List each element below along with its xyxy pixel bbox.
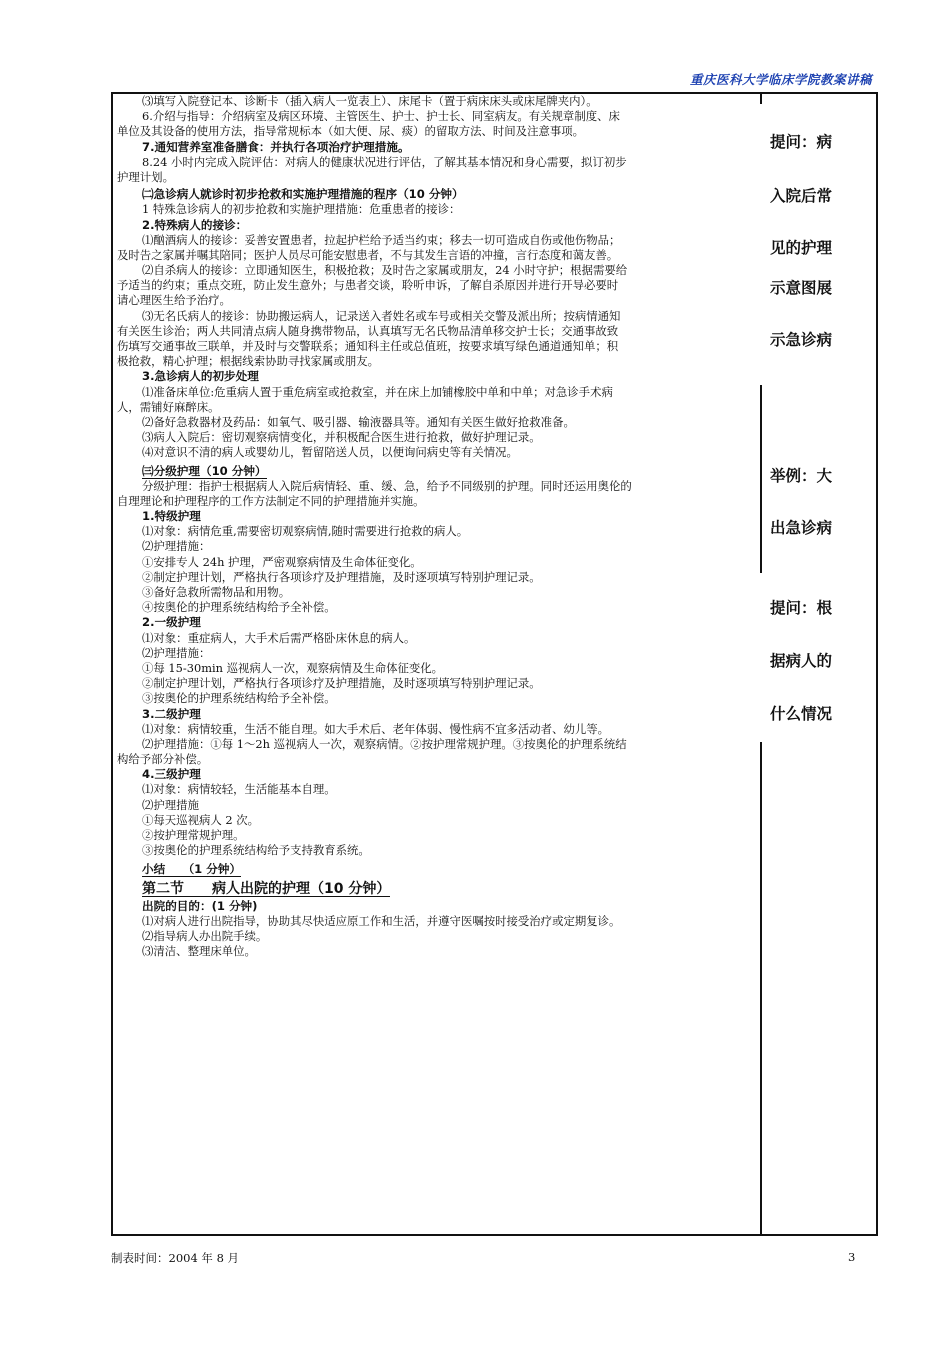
text-line-content: ⑴酗酒病人的接诊：妥善安置患者，拉起护栏给予适当约束；移去一切可造成自伤或他伤物品； [142, 232, 621, 247]
text-line [117, 415, 753, 430]
text-line [117, 248, 753, 263]
text-line [117, 880, 753, 899]
text-line [117, 354, 753, 369]
text-line [117, 94, 753, 109]
text-line-content: ⑴对病人进行出院指导，协助其尽快适应原工作和生活，并遵守医嘱按时接受治疗或定期复诊。 [142, 913, 621, 928]
text-line-content: ⑴对象：病情危重,需要密切观察病情,随时需要进行抢救的病人。 [142, 524, 469, 539]
column-divider-3 [760, 742, 762, 1236]
text-line-content: ⑵备好急救器材及药品：如氧气、吸引器、输液器具等。通知有关医生做好抢救准备。 [142, 414, 575, 429]
text-line [117, 555, 753, 570]
text-line [117, 445, 753, 460]
text-line-content: ⑵护理措施： [142, 645, 211, 660]
text-line-content: ②制定护理计划，严格执行各项诊疗及护理措施，及时逐项填写特别护理记录。 [142, 676, 541, 691]
text-line [117, 278, 753, 293]
footer-page-number: 3 [848, 1250, 856, 1264]
text-line [117, 293, 753, 308]
text-line-content: 2.特殊病人的接诊： [142, 217, 248, 232]
text-line [117, 752, 753, 767]
text-line-content: ③按奥伦的护理系统结构给予支持教育系统。 [142, 843, 370, 858]
text-line-content: ⑶清洁、整理床单位。 [142, 944, 256, 959]
column-divider-2 [760, 385, 762, 573]
text-line-content: ⑵护理措施：①每 1～2h 巡视病人一次，观察病情。②按护理常规护理。③按奥伦的护理系统结 [142, 736, 627, 751]
text-line [117, 400, 753, 415]
text-line [117, 430, 753, 445]
text-line [117, 929, 753, 944]
text-line-content: 1 特殊急诊病人的初步抢救和实施护理措施：危重患者的接诊： [142, 202, 461, 217]
text-line-content: ⑴对象：重症病人，大手术后需严格卧床休息的病人。 [142, 630, 416, 645]
text-line-content: 出院的目的：(1 分钟) [142, 898, 258, 913]
text-line-content: 7.通知营养室准备膳食：并执行各项治疗护理措施。 [142, 139, 410, 154]
side-note-9: 据病人的 [770, 652, 833, 670]
text-line [117, 646, 753, 661]
text-line [117, 369, 753, 384]
text-line-content: ⑴对象：病情较重，生活不能自理。如大手术后、老年体弱、慢性病不宜多活动者、幼儿等。 [142, 721, 610, 736]
text-line-content: 6.介绍与指导：介绍病室及病区环境、主管医生、护士、护士长、同室病友。有关规章制度、床 [142, 109, 620, 124]
text-line [117, 218, 753, 233]
side-note-7: 出急诊病 [770, 519, 833, 537]
text-line [117, 862, 753, 877]
text-line-content: 及时告之家属并嘱其陪同；医护人员尽可能安慰患者，不与其发生言语的冲撞，言行态度和蔼友善。 [117, 247, 619, 262]
text-line [117, 539, 753, 554]
text-line-content: ⑶病人入院后：密切观察病情变化，并积极配合医生进行抢救，做好护理记录。 [142, 430, 541, 445]
text-line-content: 构给予部分补偿。 [117, 752, 209, 767]
text-line-content: 请心理医生给予治疗。 [117, 293, 231, 308]
text-line-content: 第二节 病人出院的护理（10 分钟） [142, 880, 391, 897]
text-line [117, 615, 753, 630]
text-line [117, 479, 753, 494]
text-line [117, 767, 753, 782]
text-line-content: ㈢分级护理（10 分钟） [142, 463, 267, 478]
text-line-content: 护理计划。 [117, 169, 174, 184]
text-line [117, 722, 753, 737]
text-line [117, 813, 753, 828]
text-line [117, 109, 753, 124]
text-line [117, 170, 753, 185]
text-line-content: 自理理论和护理程序的工作方法制定不同的护理措施并实施。 [117, 493, 425, 508]
text-line-content: ②制定护理计划，严格执行各项诊疗及护理措施，及时逐项填写特别护理记录。 [142, 569, 541, 584]
side-note-4: 示意图展 [770, 279, 833, 297]
text-line-content: 1.特级护理 [142, 509, 201, 524]
text-line [117, 782, 753, 797]
text-line-content: ⑵指导病人办出院手续。 [142, 928, 268, 943]
text-line [117, 899, 753, 914]
text-line-content: ⑶无名氏病人的接诊：协助搬运病人，记录送入者姓名或车号或相关交警及派出所；按病情通知 [142, 308, 621, 323]
text-line [117, 691, 753, 706]
text-line-content: 予适当的约束；重点交班，防止发生意外；与患者交谈，聆听申诉，了解自杀原因并进行开导必要时 [117, 278, 619, 293]
text-line [117, 707, 753, 722]
text-line [117, 339, 753, 354]
text-line [117, 843, 753, 858]
side-note-10: 什么情况 [770, 705, 833, 723]
text-line [117, 385, 753, 400]
text-line [117, 570, 753, 585]
text-line-content: 4.三级护理 [142, 767, 201, 782]
text-line-content: ①每 15-30min 巡视病人一次，观察病情及生命体征变化。 [142, 660, 444, 675]
footer-date: 制表时间：2004 年 8 月 [111, 1251, 240, 1265]
side-note-1: 提问：病 [770, 133, 833, 151]
text-line-content: ③按奥伦的护理系统结构给予全补偿。 [142, 691, 336, 706]
text-line-content: 极抢救，精心护理；根据线索协助寻找家属或朋友。 [117, 354, 379, 369]
text-line-content: ㈡急诊病人就诊时初步抢救和实施护理措施的程序（10 分钟） [142, 187, 464, 202]
text-line [117, 309, 753, 324]
text-line [117, 600, 753, 615]
text-line [117, 187, 753, 202]
text-line-content: 单位及其设备的使用方法，指导常规标本（如大便、尿、痰）的留取方法、时间及注意事项。 [117, 124, 585, 139]
text-line-content: 8.24 小时内完成入院评估：对病人的健康状况进行评估，了解其基本情况和身心需要，拟订初步 [142, 154, 627, 169]
text-line-content: ①每天巡视病人 2 次。 [142, 812, 260, 827]
text-line-content: ⑵护理措施： [142, 539, 211, 554]
text-line [117, 233, 753, 248]
text-line [117, 494, 753, 509]
text-line [117, 914, 753, 929]
text-line [117, 124, 753, 139]
text-line-content: ⑴对象：病情较轻，生活能基本自理。 [142, 782, 336, 797]
text-line-content: 2.一级护理 [142, 615, 201, 630]
text-line-content: ⑵自杀病人的接诊：立即通知医生，积极抢救；及时告之家属或朋友，24 小时守护；根据需要给 [142, 263, 628, 278]
text-line [117, 155, 753, 170]
text-line [117, 661, 753, 676]
text-line-content: 分级护理：指护士根据病人入院后病情轻、重、缓、急，给予不同级别的护理。同时还运用奥伦的 [142, 478, 632, 493]
text-line-content: ②按护理常规护理。 [142, 828, 245, 842]
text-line [117, 944, 753, 959]
text-line-content: 小结 （1 分钟） [142, 862, 242, 877]
text-line [117, 263, 753, 278]
text-line [117, 464, 753, 479]
document-header: 重庆医科大学临床学院教案讲稿 [689, 72, 872, 87]
text-line-content: 有关医生诊治；两人共同清点病人随身携带物品，认真填写无名氏物品清单移交护士长；交通事故致 [117, 323, 619, 338]
text-line-content: ④按奥伦的护理系统结构给予全补偿。 [142, 600, 336, 615]
text-line-content: ⑶填写入院登记本、诊断卡（插入病人一览表上）、床尾卡（置于病床床头或床尾牌夹内）。 [142, 94, 598, 108]
text-line-content: ⑷对意识不清的病人或婴幼儿，暂留陪送人员，以便询问病史等有关情况。 [142, 445, 518, 460]
text-line [117, 509, 753, 524]
side-note-5: 示急诊病 [770, 331, 833, 349]
side-note-8: 提问：根 [770, 599, 833, 617]
text-line-content: 3.急诊病人的初步处理 [142, 369, 259, 384]
side-note-6: 举例：大 [770, 467, 833, 485]
text-line-content: 伤填写交通事故三联单，并及时与交警联系；通知科主任或总值班，按要求填写绿色通道通知单；积 [117, 339, 619, 353]
text-line [117, 202, 753, 217]
side-note-3: 见的护理 [770, 239, 833, 257]
side-note-2: 入院后常 [770, 187, 833, 205]
column-divider-1 [760, 92, 762, 104]
text-line [117, 631, 753, 646]
text-line-content: 3.二级护理 [142, 706, 201, 721]
main-content [117, 94, 753, 959]
text-line-content: 人，需铺好麻醉床。 [117, 399, 220, 414]
text-line [117, 798, 753, 813]
text-line-content: ⑵护理措施 [142, 797, 199, 812]
text-line [117, 324, 753, 339]
text-line-content: ①安排专人 24h 护理，严密观察病情及生命体征变化。 [142, 554, 422, 569]
text-line [117, 737, 753, 752]
text-line-content: ⑴准备床单位:危重病人置于重危病室或抢救室，并在床上加铺橡胶中单和中单；对急诊手术病 [142, 384, 613, 399]
text-line [117, 585, 753, 600]
text-line [117, 524, 753, 539]
text-line [117, 676, 753, 691]
text-line [117, 140, 753, 155]
text-line-content: ③备好急救所需物品和用物。 [142, 585, 291, 599]
text-line [117, 828, 753, 843]
